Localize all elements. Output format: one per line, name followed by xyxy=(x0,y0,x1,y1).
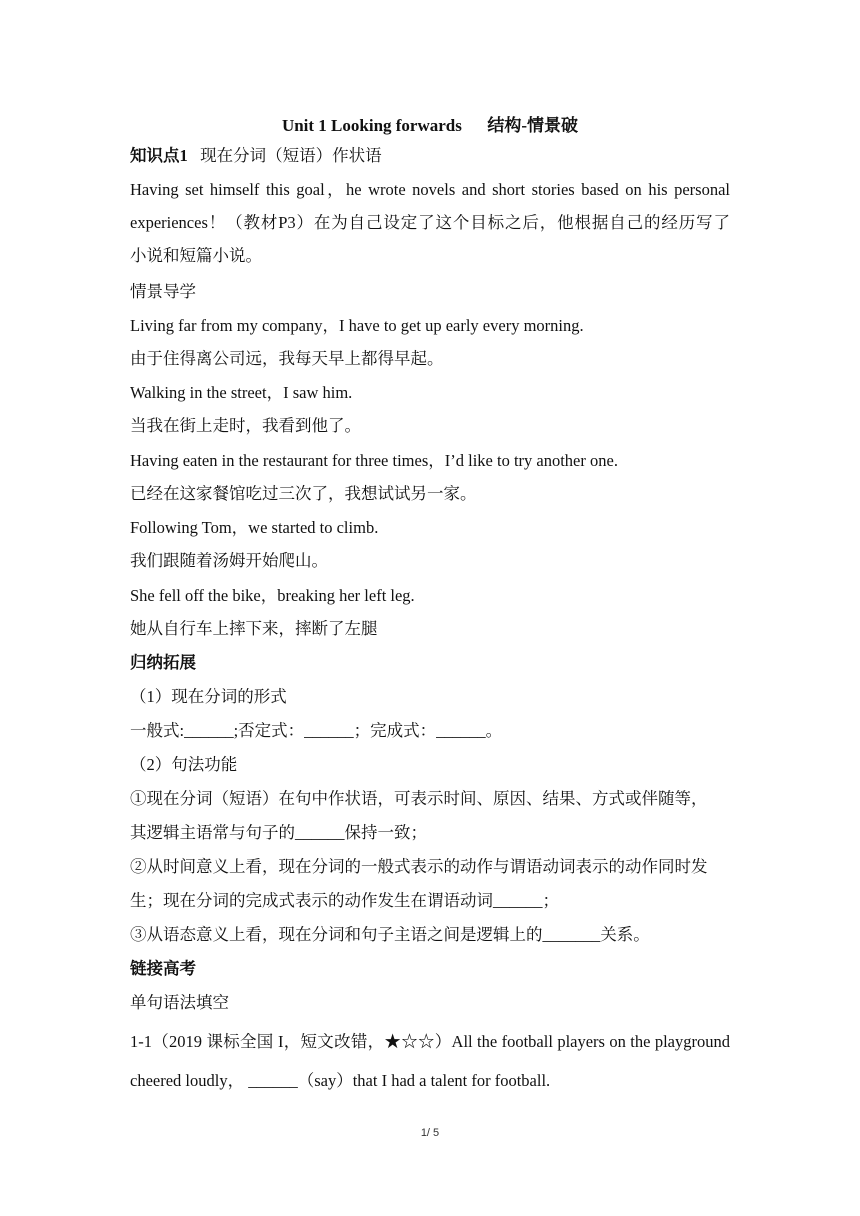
function-point-3: ③从语态意义上看，现在分词和句子主语之间是逻辑上的_______关系。 xyxy=(130,925,650,944)
scenario-english-3: Having eaten in the restaurant for three times，I’d like to try another one. xyxy=(130,451,618,470)
exam-heading: 链接高考 xyxy=(130,959,196,978)
scenario-chinese-1: 由于住得离公司远，我每天早上都得早起。 xyxy=(130,349,444,368)
forms-blanks: 一般式:______;否定式：______；完成式：______。 xyxy=(130,721,503,740)
scenario-english-2: Walking in the street，I saw him. xyxy=(130,383,353,402)
exercise-line-1: 1-1（2019 课标全国 I，短文改错，★☆☆）All the football players on the playground xyxy=(130,1032,730,1051)
function-point-2-line-1: ②从时间意义上看，现在分词的一般式表示的动作与谓语动词表示的动作同时发 xyxy=(130,857,708,876)
function-point-1-line-2: 其逻辑主语常与句子的______保持一致； xyxy=(130,823,427,842)
example-sentence-line-1: Having set himself this goal，he wrote novels and short stories based on his personal xyxy=(130,180,730,199)
example-sentence-line-2: experiences！（教材P3）在为自己设定了这个目标之后，他根据自己的经历写了 xyxy=(130,213,730,232)
scenario-chinese-2: 当我在街上走时，我看到他了。 xyxy=(130,416,361,435)
scenario-chinese-5: 她从自行车上摔下来，摔断了左腿 xyxy=(130,619,378,638)
function-point-2-line-2: 生；现在分词的完成式表示的动作发生在谓语动词______； xyxy=(130,891,559,910)
scenario-english-4: Following Tom，we started to climb. xyxy=(130,518,379,537)
scenario-chinese-4: 我们跟随着汤姆开始爬山。 xyxy=(130,551,328,570)
scenario-heading: 情景导学 xyxy=(130,282,196,301)
exam-subheading: 单句语法填空 xyxy=(130,993,229,1012)
page-title: Unit 1 Looking forwards 结构-情景破 xyxy=(281,116,579,135)
scenario-chinese-3: 已经在这家餐馆吃过三次了，我想试试另一家。 xyxy=(130,484,477,503)
scenario-english-5: She fell off the bike，breaking her left leg. xyxy=(130,586,415,605)
page-number: 1/ 5 xyxy=(420,1127,440,1139)
forms-title: （1）现在分词的形式 xyxy=(130,687,287,706)
knowledge-point-1-heading xyxy=(130,145,382,167)
knowledge-point-label: 知识点1 xyxy=(130,146,188,165)
knowledge-point-topic: 现在分词（短语）作状语 xyxy=(200,146,382,165)
function-point-1-line-1: ①现在分词（短语）在句中作状语，可表示时间、原因、结果、方式或伴随等， xyxy=(130,789,708,808)
functions-title: （2）句法功能 xyxy=(130,755,238,774)
scenario-english-1: Living far from my company，I have to get up early every morning. xyxy=(130,316,584,335)
exercise-line-2: cheered loudly， ______（say）that I had a talent for football. xyxy=(130,1071,551,1090)
summary-heading: 归纳拓展 xyxy=(130,653,196,672)
example-sentence-line-3: 小说和短篇小说。 xyxy=(130,246,262,265)
